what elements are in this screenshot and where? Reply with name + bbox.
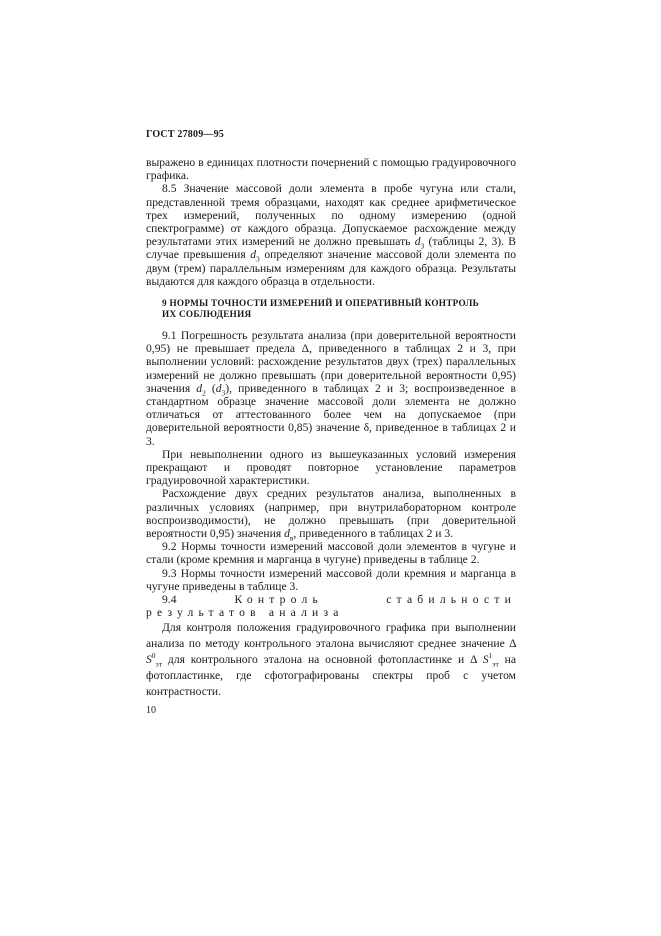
p91-subscript-3: 3 xyxy=(221,388,226,398)
p85-text-b: (таблицы 2, 3). В случае превышения xyxy=(146,235,517,262)
page-number: 10 xyxy=(146,704,156,716)
p91-symbol-d3: d xyxy=(215,381,222,395)
p85-symbol-d: d xyxy=(414,235,421,249)
paragraph-8-5 xyxy=(146,182,516,288)
p-diff-symbol-d: d xyxy=(284,527,290,541)
p-control-text-a: Для контроля положения градуировочного графика при выполнении анализа по методу контрольного эталона вычисляют среднее значение xyxy=(146,620,516,650)
p-diff-text-b: , приведенного в таблицах 2 и 3. xyxy=(293,527,454,541)
paragraph-control xyxy=(146,620,516,700)
p94-number: 9.4 xyxy=(162,593,235,607)
section-9-heading xyxy=(146,298,516,320)
p85-symbol-d-2: d xyxy=(250,248,257,262)
paragraph-continuation: выражено в единицах плотности почернений с помощью градуировочного графика. xyxy=(146,156,516,183)
paragraph-failure-conditions: При невыполнении одного из вышеуказанных условий измерения прекращают и проводят повторное установление параметров градуировочной характеристики. xyxy=(146,447,516,488)
paragraph-9-2: 9.2 Нормы точности измерений массовой доли элементов в чугуне и стали (кроме кремния и марганца в чугуне) приведены в таблице 2. xyxy=(146,540,516,567)
paragraph-9-4 xyxy=(146,593,516,619)
p-diff-subscript: в xyxy=(289,533,294,543)
p91-text-b: ), приведенного в таблицах 2 и 3; воспроизведенное в стандартном образце значение массовой доли элемента не должно отличаться от аттестованного более чем на допускаемое (при доверительной вероятности 0,85) значение δ, приведенное в таблицах 2 и 3. xyxy=(146,381,516,448)
p-control-superscript-0: 0 xyxy=(151,650,156,660)
section-9-heading-line-1: 9 НОРМЫ ТОЧНОСТИ ИЗМЕРЕНИЙ И ОПЕРАТИВНЫЙ КОНТРОЛЬ xyxy=(162,298,480,309)
p94-spaced-title: Контроль стабильности результатов анализа xyxy=(146,593,516,620)
paragraph-9-3: 9.3 Нормы точности измерений массовой доли кремния и марганца в чугуне приведены в таблице 3. xyxy=(146,566,516,593)
p91-symbol-d2: d xyxy=(196,381,203,395)
p-control-subscript-et: эт xyxy=(155,658,163,668)
standard-header: ГОСТ 27809—95 xyxy=(146,129,225,140)
p85-text-c: определяют значение массовой доли элемента по двум (трем) параллельным измерениям для каждого образца. Результаты выдаются для каждого образца в отдельности. xyxy=(146,248,516,288)
p85-text-a: 8.5 Значение массовой доли элемента в пробе чугуна или стали, представленной тремя образцами, находят как среднее арифметическое трех измерений, полученных по одному измерению (одной спектрограмме) от каждого образца. Допускаемое расхождение между результатами этих измерений не должно превышать xyxy=(146,182,516,249)
p-control-subscript-et-2: эт xyxy=(492,658,499,668)
p-control-symbol-s-0: S xyxy=(146,652,152,666)
section-9-heading-line-2: ИХ СОБЛЮДЕНИЯ xyxy=(162,309,252,320)
p85-subscript-2: 3 xyxy=(256,254,260,264)
paragraph-9-1 xyxy=(146,329,516,448)
p91-paren: ( xyxy=(205,381,216,395)
p-control-symbol-s-1: S xyxy=(482,652,489,666)
p-diff-text-a: Расхождение двух средних результатов анализа, выполненных в различных условиях (например, при внутрилабораторном контроле воспроизводимости), не должно превышать (при доверительной вероятности 0,95) значения xyxy=(146,487,516,541)
document-page xyxy=(146,128,516,718)
p91-subscript-2: 2 xyxy=(202,388,206,398)
p91-text-a: 9.1 Погрешность результата анализа (при доверительной вероятности 0,95) не превышает предела Δ, приведенного в таблицах 2 и 3, при выполнении условий: расхождение результатов двух (трех) параллельных измерений не должно превышать (при доверительной вероятности 0,95) значения xyxy=(146,329,516,395)
paragraph-discrepancy xyxy=(146,487,516,543)
p-control-text-c: на фотопластинке, где сфотографированы спектры проб с учетом контрастности. xyxy=(146,652,517,698)
p85-subscript: 3 xyxy=(420,241,425,251)
p-control-superscript-1: 1 xyxy=(488,650,493,660)
p-control-delta-2: Δ xyxy=(470,652,483,666)
p-control-delta-1: Δ xyxy=(509,636,516,650)
p-control-text-b: для контрольного эталона на основной фотопластинке и xyxy=(162,652,471,666)
